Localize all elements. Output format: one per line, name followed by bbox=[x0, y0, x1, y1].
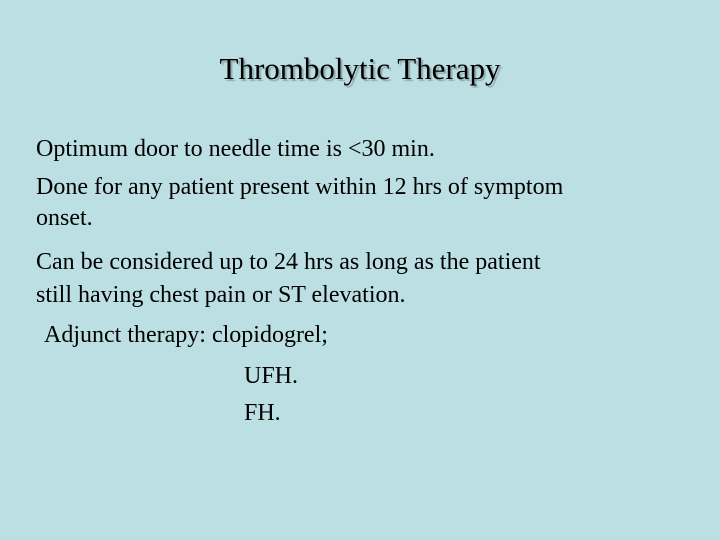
bullet-line-ufh: UFH. bbox=[244, 363, 299, 389]
bullet-line-door-to-needle: Optimum door to needle time is <30 min. bbox=[36, 136, 435, 162]
bullet-line-chest-pain: still having chest pain or ST elevation. bbox=[36, 282, 406, 308]
bullet-line-onset: onset. bbox=[36, 205, 93, 231]
bullet-line-within-12-hrs: Done for any patient present within 12 hrs of symptom bbox=[36, 174, 564, 200]
slide-title: Thrombolytic Therapy bbox=[219, 51, 501, 86]
bullet-line-fh: FH. bbox=[244, 400, 281, 426]
bullet-line-adjunct-therapy: Adjunct therapy: clopidogrel; bbox=[44, 322, 328, 348]
bullet-line-up-to-24-hrs: Can be considered up to 24 hrs as long as the patient bbox=[36, 249, 541, 275]
